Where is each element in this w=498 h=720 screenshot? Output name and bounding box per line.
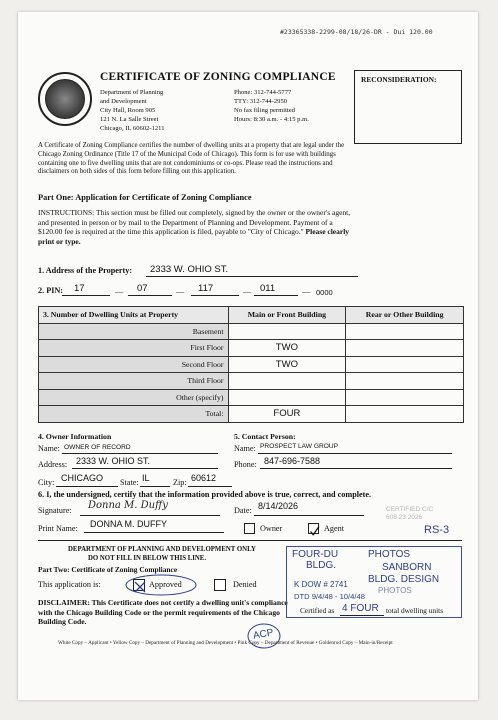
date-line bbox=[254, 515, 364, 516]
address-value: 2333 W. OHIO ST. bbox=[150, 264, 229, 275]
dept-line-1: Department of Planning bbox=[100, 89, 164, 96]
denied-label: Denied bbox=[233, 580, 257, 589]
note-four-du: FOUR-DU bbox=[292, 549, 339, 560]
faint-stamp-line-1: CERTIFIED C/C bbox=[386, 506, 434, 513]
table-row bbox=[39, 406, 464, 423]
certified-as-line bbox=[340, 615, 384, 616]
row-label-basement: Basement bbox=[39, 323, 229, 340]
basement-rear-value bbox=[346, 323, 464, 340]
certified-as-value: 4 FOUR bbox=[342, 603, 379, 614]
owner-address-line bbox=[72, 468, 218, 469]
pin-line-2 bbox=[128, 295, 172, 296]
signature-line bbox=[80, 515, 220, 516]
dept-line-3: City Hall, Room 905 bbox=[100, 107, 156, 114]
row-label-first-floor: First Floor bbox=[39, 340, 229, 357]
units-header-rear: Rear or Other Building bbox=[346, 307, 464, 324]
owner-name-value: OWNER OF RECORD bbox=[64, 444, 131, 451]
note-bldg-design: BLDG. DESIGN bbox=[368, 574, 440, 585]
application-is-label: This application is: bbox=[38, 580, 101, 589]
part-two-title: Part Two: Certificate of Zoning Compliance bbox=[38, 565, 178, 574]
other-main-value bbox=[228, 389, 346, 406]
second-floor-rear-value bbox=[346, 356, 464, 373]
dept-line-4: 121 N. La Salle Street bbox=[100, 116, 159, 123]
owner-name-label: Name: bbox=[38, 444, 60, 453]
rs-zoning-note: RS-3 bbox=[424, 524, 450, 536]
owner-address-value: 2333 W. OHIO ST. bbox=[76, 456, 151, 466]
denied-checkbox[interactable] bbox=[214, 579, 226, 591]
approved-circle-icon bbox=[124, 573, 198, 597]
owner-zip-line bbox=[188, 486, 232, 487]
date-label: Date: bbox=[234, 506, 252, 515]
filing-stamp: #23365338-2299-08/18/26-DR - Dui 120.00 bbox=[280, 28, 433, 36]
date-value: 8/14/2026 bbox=[258, 501, 299, 511]
contact-name-label: Name: bbox=[234, 444, 256, 453]
instructions-text: INSTRUCTIONS: This section must be filled out completely, signed by the owner or the owner's agent, and presented in person or by mail to the Department of Planning and Development. Payment of a $120.00 fee is required at the time this application is filed, payable to "City of Chicago." bbox=[38, 208, 351, 237]
contact-hours: Hours: 8:30 a.m. - 4:15 p.m. bbox=[234, 116, 309, 123]
dept-line-2: and Development bbox=[100, 98, 147, 105]
pin-part-1: 17 bbox=[74, 283, 85, 294]
third-floor-rear-value bbox=[346, 373, 464, 390]
owner-zip-value: 60612 bbox=[191, 473, 217, 483]
dept-only-line-1: DEPARTMENT OF PLANNING AND DEVELOPMENT ONLY bbox=[68, 546, 256, 553]
note-kdow: K DOW # 2741 bbox=[294, 580, 348, 589]
instructions-paragraph bbox=[38, 208, 353, 246]
check-mark-icon bbox=[309, 526, 320, 537]
contact-phone-value: 847-696-7588 bbox=[264, 456, 321, 466]
certify-statement: 6. I, the undersigned, certify that the information provided above is true, correct, and complete. bbox=[38, 490, 372, 499]
owner-city-value: CHICAGO bbox=[61, 473, 104, 483]
owner-state-label: State: bbox=[120, 478, 139, 487]
certified-suffix: total dwelling units bbox=[386, 606, 444, 615]
owner-city-label: City: bbox=[38, 478, 55, 487]
note-sanborn: SANBORN bbox=[382, 562, 432, 573]
row-label-second-floor: Second Floor bbox=[39, 356, 229, 373]
pin-line-3 bbox=[191, 295, 239, 296]
instructions-bold: Please clearly print or type. bbox=[38, 227, 350, 246]
units-table-header bbox=[39, 307, 464, 324]
units-header-label: 3. Number of Dwelling Units at Property bbox=[39, 307, 229, 324]
agent-checkbox[interactable] bbox=[308, 523, 319, 534]
reconsideration-box bbox=[354, 70, 462, 144]
print-name-value: DONNA M. DUFFY bbox=[90, 519, 168, 529]
pin-suffix: 0000 bbox=[316, 288, 333, 297]
total-rear-value bbox=[346, 406, 464, 423]
owner-state-line bbox=[140, 486, 170, 487]
note-dtd: DTD 9/4/48 - 10/4/48 bbox=[294, 592, 365, 601]
reviewer-initials: ACP bbox=[252, 627, 275, 642]
address-label: 1. Address of the Property: bbox=[38, 266, 133, 275]
contact-phone-label: Phone: bbox=[234, 460, 257, 469]
contact-phone: Phone: 312-744-5777 bbox=[234, 89, 292, 96]
owner-city-line bbox=[56, 486, 118, 487]
owner-name-line bbox=[62, 453, 218, 454]
pin-dash-1: — bbox=[115, 287, 124, 296]
certificate-page bbox=[18, 12, 478, 700]
intro-paragraph: A Certificate of Zoning Compliance certifies the number of dwelling units at a property that are legal under the Chicago Zoning Ordinance (Title 17 of the Municipal Code of Chicago). This form is for use with buildings containing one to five dwelling units that are not condominiums or co-ops. Please read the instructions and disclaimers on both sides of this form before filling out this application. bbox=[38, 142, 345, 176]
total-main-value: FOUR bbox=[228, 406, 346, 423]
table-row bbox=[39, 389, 464, 406]
signature-label: Signature: bbox=[38, 506, 72, 515]
signature-value: Donna M. Duffy bbox=[88, 500, 168, 511]
agent-checkbox-label: Agent bbox=[324, 524, 345, 533]
other-rear-value bbox=[346, 389, 464, 406]
note-photos-2: PHOTOS bbox=[378, 586, 412, 595]
faint-stamp-line-2: 608 23 2026 bbox=[386, 514, 423, 521]
note-bldg: BLDG. bbox=[306, 560, 337, 571]
part-divider bbox=[38, 540, 462, 541]
table-row bbox=[39, 373, 464, 390]
dept-only-line-2: DO NOT FILL IN BELOW THIS LINE. bbox=[88, 555, 207, 562]
pin-dash-2: — bbox=[176, 287, 185, 296]
table-row bbox=[39, 340, 464, 357]
owner-address-label: Address: bbox=[38, 460, 68, 469]
owner-state-value: IL bbox=[142, 473, 150, 483]
city-seal-icon bbox=[38, 72, 92, 126]
contact-fax: No fax filing permitted bbox=[234, 107, 295, 114]
disclaimer-text: DISCLAIMER: This Certificate does not certify a dwelling unit's compliance with the Chicago Building Code or the permit requirements of the Chicago Building Code. bbox=[38, 598, 288, 627]
table-row bbox=[39, 356, 464, 373]
pin-dash-3: — bbox=[243, 287, 252, 296]
print-name-label: Print Name: bbox=[38, 524, 78, 533]
pin-label: 2. PIN: bbox=[38, 286, 64, 295]
table-row bbox=[39, 323, 464, 340]
print-name-line bbox=[84, 532, 224, 533]
pin-part-2: 07 bbox=[137, 283, 148, 294]
copy-distribution-footer: White Copy – Applicant • Yellow Copy – Department of Planning and Development • Pink Copy – Department of Revenue • Goldenrod Copy – Main-in/Receipt bbox=[58, 640, 393, 646]
approved-label: Approved bbox=[149, 580, 182, 589]
contact-name-line bbox=[258, 453, 452, 454]
pin-line-1 bbox=[62, 295, 110, 296]
owner-title: 4. Owner Information bbox=[38, 432, 112, 441]
row-label-third-floor: Third Floor bbox=[39, 373, 229, 390]
owner-zip-label: Zip: bbox=[173, 478, 187, 487]
first-floor-rear-value bbox=[346, 340, 464, 357]
pin-line-4 bbox=[254, 295, 298, 296]
first-floor-main-value: TWO bbox=[228, 340, 346, 357]
contact-phone-line bbox=[260, 468, 452, 469]
certified-as-label: Certified as bbox=[300, 606, 335, 615]
address-line bbox=[146, 276, 358, 277]
row-label-total: Total: bbox=[39, 406, 229, 423]
faint-certified-stamp bbox=[386, 506, 433, 522]
part-one-title: Part One: Application for Certificate of Zoning Compliance bbox=[38, 193, 252, 202]
form-title: CERTIFICATE OF ZONING COMPLIANCE bbox=[100, 71, 336, 83]
reconsideration-label: RECONSIDERATION: bbox=[361, 75, 437, 84]
pin-part-3: 117 bbox=[198, 283, 214, 294]
pin-part-4: 011 bbox=[260, 283, 276, 294]
contact-title: 5. Contact Person: bbox=[234, 432, 296, 441]
third-floor-main-value bbox=[228, 373, 346, 390]
owner-checkbox[interactable] bbox=[244, 523, 255, 534]
owner-checkbox-label: Owner bbox=[260, 524, 283, 533]
contact-tty: TTY: 312-744-2950 bbox=[234, 98, 288, 105]
basement-main-value bbox=[228, 323, 346, 340]
row-label-other: Other (specify) bbox=[39, 389, 229, 406]
dept-line-5: Chicago, IL 60602-1211 bbox=[100, 125, 165, 132]
note-photos: PHOTOS bbox=[368, 549, 411, 560]
units-table bbox=[38, 306, 464, 423]
pin-dash-4: — bbox=[302, 287, 311, 296]
second-floor-main-value: TWO bbox=[228, 356, 346, 373]
contact-name-value: PROSPECT LAW GROUP bbox=[260, 443, 339, 450]
units-header-main: Main or Front Building bbox=[228, 307, 346, 324]
